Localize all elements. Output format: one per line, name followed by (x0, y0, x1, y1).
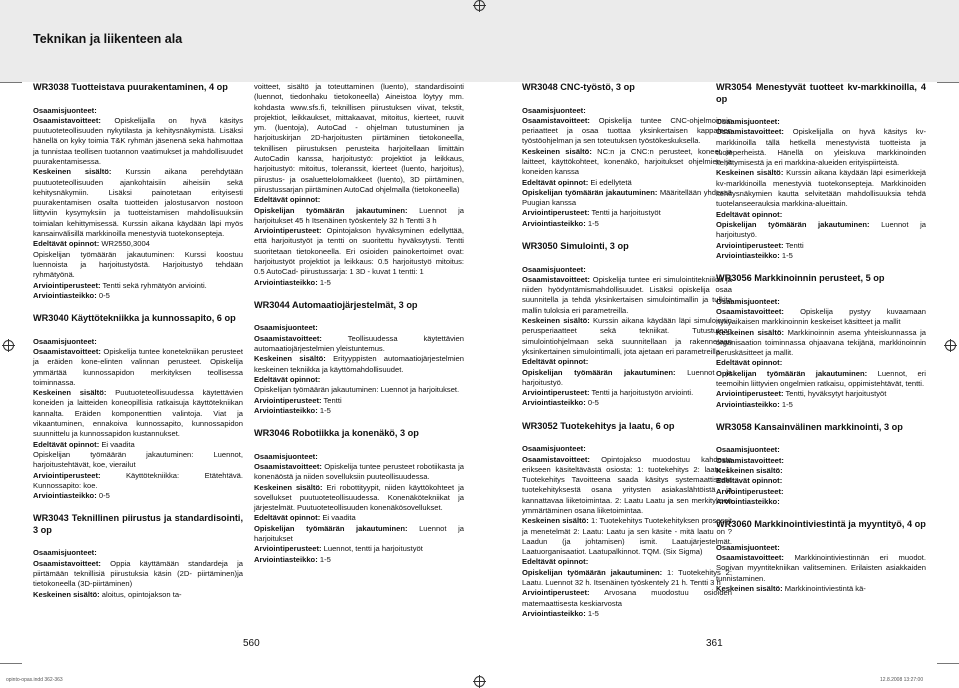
registration-mark-bottom (474, 676, 485, 687)
course-paragraph (33, 388, 243, 439)
course-paragraph (33, 450, 243, 471)
field-label: Osaamisjuonteet: (716, 445, 780, 455)
section-spacer (716, 507, 926, 519)
field-label: Opiskelijan työmäärän jakautuminen: (522, 367, 676, 377)
field-text: Luennot ja harjoitukset (254, 523, 464, 543)
field-text: Ei vaadita (99, 439, 135, 449)
page-number-right: 361 (706, 638, 723, 649)
page-title: Teknikan ja liikenteen ala (33, 32, 183, 46)
field-label: Keskeinen sisältö: (33, 167, 112, 177)
field-text: Tentti, hyväksytyt harjoitustyöt (783, 389, 887, 399)
field-label: Arviointiperusteet: (716, 486, 784, 496)
crop-mark (937, 82, 959, 83)
field-text: aloitus, opintojakson ta- (99, 589, 182, 599)
field-label: Edeltävät opinnot: (254, 195, 321, 205)
course-heading: WR3050 Simulointi, 3 op (522, 241, 629, 252)
course-paragraph (254, 278, 464, 288)
registration-mark-left (3, 340, 14, 351)
course-paragraph (33, 167, 243, 239)
field-label: Osaamistavoitteet: (522, 115, 590, 125)
section-spacer (254, 416, 464, 428)
course-paragraph (522, 106, 732, 116)
field-label: Opiskelijan työmäärän jakautuminen: (522, 567, 663, 577)
field-label: Edeltävät opinnot: (254, 374, 321, 384)
field-text: Opiskelijan työmäärän jakautuminen: Kurssi koostuu luennoista ja harjoitustyöstä. Harjoitustyö tehdään ryhmätyönä. (33, 249, 243, 280)
field-text: Teollisuudessa käytettävien automaatiojärjestelmien yleistuntemus. (254, 333, 464, 354)
field-label: Arviointiasteikko: (716, 496, 780, 506)
course-paragraph (254, 334, 464, 355)
course-paragraph (33, 337, 243, 347)
field-label: Keskeinen sisältö: (716, 168, 784, 178)
field-label: Arviointiperusteet: (716, 389, 784, 399)
field-label: Edeltävät opinnot: (716, 358, 783, 368)
course-paragraph (522, 388, 732, 398)
field-label: Arviointiperusteet: (254, 395, 322, 405)
course-paragraph (522, 609, 732, 619)
field-text: Tentti (321, 395, 342, 405)
field-text: 1-5 (585, 218, 599, 228)
field-text: Kurssin aikana käydään läpi esimerkkejä kv-markkinoilla menestyviä tuotekonsepteja. Markkinoiden kehitysnäkymien kautta selvitetään mahdollisuuksia tehdä tuotelanseerauksia markkina-alueittain. (716, 168, 926, 209)
field-label: Osaamisjuonteet: (33, 336, 97, 346)
field-label: Osaamistavoitteet: (522, 274, 590, 284)
field-text: Erityyppisten automaatiojärjestelmien keskeinen tekniikka ja käyttömahdollisuudet. (254, 354, 464, 374)
course-paragraph (522, 557, 732, 567)
course-paragraph (716, 251, 926, 261)
field-label: Edeltävät opinnot: (33, 439, 100, 449)
course-heading: WR3044 Automaatiojärjestelmät, 3 op (254, 299, 418, 310)
course-paragraph (33, 291, 243, 301)
course-heading: WR3056 Markkinoinnin perusteet, 5 op (716, 273, 885, 284)
course-heading: WR3058 Kansainvälinen markkinointi, 3 op (716, 421, 903, 432)
field-text: Opiskelija tuntee eri simulointitekniikat ja niiden hyödyntämismahdollisuudet. Lisäksi opiskelija osaa suunnitella ja tehdä yksinkertaisen simulointimallin ja tulkita mallin tuloksia eri parametreilla. (522, 274, 732, 315)
field-text: Käyttötekniikka: Etätehtävä. Kunnossapito: koe. (33, 470, 243, 490)
field-text: Luennot ja harjoitustyö. (522, 367, 732, 387)
text-column-4 (716, 82, 926, 594)
field-label: Arviointiperusteet: (716, 240, 784, 250)
course-paragraph (254, 524, 464, 545)
registration-mark-top (474, 0, 485, 11)
course-heading: WR3054 Menestyvät tuotteet kv-markkinoilla, 4 op (716, 82, 926, 104)
course-paragraph (716, 476, 926, 486)
registration-mark-right (945, 340, 956, 351)
course-paragraph (716, 168, 926, 209)
course-paragraph (716, 400, 926, 410)
course-paragraph (33, 116, 243, 167)
crop-mark (0, 82, 22, 83)
course-paragraph (716, 328, 926, 359)
course-paragraph (254, 82, 464, 195)
field-text: NC:n ja CNC:n perusteet, koneet ja laitteet, käyttökohteet, konenäkö, harjoitukset ohjelmien ja koneiden kanssa (522, 146, 733, 177)
course-paragraph (33, 347, 243, 388)
course-paragraph (522, 208, 732, 218)
field-label: Opiskelijan työmäärän jakautuminen: (716, 219, 870, 229)
field-label: Edeltävät opinnot: (254, 513, 321, 523)
field-label: Osaamisjuonteet: (522, 444, 586, 454)
course-paragraph (254, 513, 464, 523)
field-label: Keskeinen sisältö: (254, 354, 326, 364)
course-paragraph (254, 206, 464, 227)
field-text: Markkinoinnin asema yhteiskunnassa ja organisaation toiminnassa ohjaavana tekijänä, markkinoinnin peruskäsitteet ja mallit. (716, 327, 926, 358)
course-paragraph (254, 396, 464, 406)
field-label: Keskeinen sisältö: (522, 316, 590, 326)
field-text: Ei vaadita (320, 513, 356, 523)
section-spacer (33, 301, 243, 313)
field-text: 1: Tuotekehitys Tuotekehityksen prosessit ja menetelmät 2: Laatu: Laatu ja sen käsite - mitä laatu on ? Laadun (ja johtamisen) ismit. Laatujärjestelmät. Laatuorganisaatiot. Laatupalkinnot. TQM. (Six Sigma) (522, 516, 732, 557)
field-label: Opiskelijan työmäärän jakautuminen: (254, 523, 408, 533)
course-paragraph (254, 483, 464, 514)
field-text: 1: Tuotekehitys 2: Laatu. Luennot 32 h. Itsenäinen työskentely 21 h. Tentti 3 h (522, 567, 732, 588)
text-column-1 (33, 82, 243, 600)
course-paragraph (33, 106, 243, 116)
course-paragraph (33, 548, 243, 558)
field-text: 0-5 (585, 398, 599, 408)
course-paragraph (522, 398, 732, 408)
course-paragraph (522, 568, 732, 589)
field-text: Markkinointiviestintä kä- (782, 583, 866, 593)
field-text: Opiskelijalla on hyvä käsitys kv-markkinoilla tällä hetkellä menestyvistä tuotteista ja tuoteperheistä. Hänellä on yleiskuva markkinoinden kehittymisestä ja eri markkina-alueiden erityispiirteistä. (716, 127, 926, 168)
field-text: Määritellään yhdessä Puugian kanssa (522, 187, 732, 208)
field-label: Osaamistavoitteet: (33, 558, 101, 568)
field-label: Arviointiasteikko: (33, 491, 97, 501)
course-paragraph (522, 455, 732, 517)
field-text: Kurssin aikana käydään läpi simuloinnin perusperiaatteet sekä tekniikat. Tutustutaan simulointiohjelmaan sekä suunnitellaan ja rakennetaan yksinkertainen simulointimalli, jota ajetaan eri parametreilla. (522, 316, 733, 356)
field-text: Opiskelija tuntee perusteet robotiikasta ja konenäöstä ja niiden sovelluksiin puuteollisuudessa. (254, 461, 464, 482)
course-paragraph (33, 440, 243, 450)
field-label: Osaamistavoitteet: (33, 115, 101, 125)
course-paragraph (716, 369, 926, 390)
course-paragraph (522, 275, 732, 316)
course-paragraph (522, 516, 732, 557)
field-label: Osaamistavoitteet: (254, 461, 322, 471)
field-label: Opiskelijan työmäärän jakautuminen: (254, 205, 408, 215)
course-paragraph (716, 543, 926, 553)
field-label: Edeltävät opinnot: (716, 476, 783, 486)
field-text: 1-5 (317, 277, 331, 287)
course-paragraph (716, 445, 926, 455)
section-spacer (254, 288, 464, 300)
page-number-left: 560 (243, 638, 260, 649)
course-paragraph (716, 117, 926, 127)
field-label: Keskeinen sisältö: (522, 146, 592, 156)
course-paragraph (254, 452, 464, 462)
field-label: Osaamistavoitteet: (716, 306, 784, 316)
field-label: Arviointiperusteet: (522, 588, 590, 598)
course-heading: WR3040 Käyttötekniikka ja kunnossapito, 6 op (33, 313, 236, 324)
section-spacer (716, 261, 926, 273)
course-paragraph (254, 375, 464, 385)
section-spacer (522, 409, 732, 421)
field-text: Opiskelija tuntee konetekniikan perusteet ja eräiden kone-elinten valinnan perusteet. Opiskelija ymmärtää kunnossapidon merkityksen teollisessa toiminnassa. (33, 346, 243, 387)
course-paragraph (716, 497, 926, 507)
field-text: Puutuoteteollisuudessa käytettävien koneiden ja laitteiden koneopillisia ratkaisuja käyttötekniikan kannalta. Eräiden komponenttien valintoja. Viat ja vikaantuminen, ennakoiva kunnossapito, kunnossapidon suunnittelu ja kunnossapidon kustannukset. (33, 388, 243, 439)
course-heading: WR3038 Tuotteistava puurakentaminen, 4 op (33, 82, 228, 92)
course-paragraph (254, 406, 464, 416)
course-paragraph (522, 316, 732, 357)
field-label: Edeltävät opinnot: (522, 177, 589, 187)
field-label: Opiskelijan työmäärän jakautuminen: (522, 187, 658, 197)
field-label: Edeltävät opinnot: (33, 239, 100, 249)
course-paragraph (716, 487, 926, 497)
field-text: Kurssin aikana perehdytään puutuoteteollisuuden ajankohtaisiin aiheisiin sekä kehitysnäkymiin. Lisäksi painotetaan erityisesti puurakentamisen osalta tuotteiden jalostusarvon nostoon liittyviin kysymyksiin ja tuotteistamisen mahdollisuuksiin toimialan kehittymisessä. Kurssin aikana käydään läpi myös kansainvälisillä markkinoilla menestyviä tuotekonsepteja. (33, 167, 243, 239)
course-paragraph (716, 307, 926, 328)
field-text: Opiskelija pystyy kuvaamaan nykyaikaisen markkinoinnin keskeiset käsitteet ja mallit (716, 306, 926, 327)
field-label: Osaamistavoitteet: (522, 454, 590, 464)
field-label: Arviointiperusteet: (33, 470, 101, 480)
field-text: voitteet, sisältö ja toteuttaminen (luento), standardisointi (luennot, tiedonhaku tietokoneella) Aineistoa löytyy mm. kohdasta www.sfs.fi, teknillisen piirustuksen viivat, tekstit, projektiot, leikkaukset, mittakaavat, mitoitus, kierteet, ruuvit ym. (luentoja), AutoCad - ohjelman tutustuminen ja harjoituskirjan 2D-harjoitusten piirtäminen tietokoneella, teknillisen piirustuksen perusteita harjoitellaan limittäin AutoCadin kanssa, harjoitustyö: projektiot ja leikkaus, harjoitustyö: mitoitus, toleranssit, kierteet (luento, harjoitus), piirustus- ja osaluettelolomakkeet (luento), 3D piirtäminen, piirustussarjan piirtäminen AutoCad ohjelmalla (tietokoneella) (254, 82, 464, 194)
course-paragraph (716, 466, 926, 476)
section-spacer (522, 229, 732, 241)
crop-mark (937, 663, 959, 664)
field-text: 1-5 (317, 554, 331, 564)
field-label: Keskeinen sisältö: (716, 327, 785, 337)
course-paragraph (254, 544, 464, 554)
field-text: 0-5 (96, 491, 110, 501)
field-text: Eri robottityypit, niiden käyttökohteet ja sovellukset puutuoteteollisuudessa. Konenäkötekniikat ja järjestelmät. Puutuoteteollisuuden konenäkösovellukset. (254, 482, 465, 513)
course-paragraph (33, 491, 243, 501)
course-paragraph (522, 188, 732, 209)
field-label: Osaamisjuonteet: (716, 296, 780, 306)
course-heading: WR3052 Tuotekehitys ja laatu, 6 op (522, 420, 675, 431)
field-label: Osaamistavoitteet: (716, 455, 784, 465)
course-paragraph (254, 462, 464, 483)
field-label: Osaamistavoitteet: (254, 333, 322, 343)
field-text: Luennot ja harjoitustyö. (716, 219, 926, 240)
course-heading: WR3043 Teknillinen piirustus ja standardisointi, 3 op (33, 513, 243, 535)
course-paragraph (522, 116, 732, 147)
field-text: Opintojakso muodostuu kahdesta erikseen käsiteltävästä osiosta: 1: tuotekehitys 2: laatu 1: Tuotekehitys Tavoitteena saada käsitys systemaattisesta tuotekehityksestä osana yritysten asiakaslähtöistä ja kannattavaa liiketoimintaa. 2: Laatu Laatu ja sen merkityksen ymmärtäminen osana liiketoimintaa. (522, 454, 732, 515)
field-label: Keskeinen sisältö: (522, 516, 589, 526)
field-text: Arvosana muodostuu osioiden matemaattisesta keskiarvosta (522, 588, 732, 608)
field-label: Arviointiperusteet: (522, 208, 590, 218)
field-text: Markkinointiviestinnän eri muodot. Sopivan myyntitekniikan valitseminen. Erilaisten asiakkaiden tunnistaminen. (716, 553, 926, 583)
field-label: Arviointiasteikko: (716, 250, 780, 260)
field-label: Keskeinen sisältö: (33, 388, 107, 398)
field-label: Arviointiperusteet: (33, 280, 101, 290)
course-paragraph (522, 219, 732, 229)
field-label: Osaamisjuonteet: (254, 323, 318, 333)
course-paragraph (33, 281, 243, 291)
field-text: Tentti (783, 240, 804, 250)
course-paragraph (33, 250, 243, 281)
course-paragraph (716, 553, 926, 584)
field-text: 1-5 (317, 405, 331, 415)
course-paragraph (254, 354, 464, 375)
course-paragraph (716, 358, 926, 368)
course-paragraph (522, 588, 732, 609)
field-label: Osaamisjuonteet: (522, 105, 586, 115)
section-spacer (716, 410, 926, 422)
course-paragraph (33, 559, 243, 590)
field-text: 0-5 (96, 290, 110, 300)
field-label: Osaamisjuonteet: (522, 264, 586, 274)
field-label: Osaamisjuonteet: (716, 542, 780, 552)
field-label: Osaamisjuonteet: (716, 117, 780, 126)
field-text: Tentti sekä ryhmätyön arviointi. (100, 280, 207, 290)
page-header-band (0, 0, 959, 82)
field-label: Edeltävät opinnot: (716, 209, 783, 219)
course-paragraph (33, 590, 243, 600)
field-text: Opiskelijan työmäärän jakautuminen: Luennot, harjoitustehtävät, koe, vierailut (33, 449, 243, 470)
field-label: Osaamistavoitteet: (33, 346, 101, 356)
course-paragraph (254, 195, 464, 205)
course-heading: WR3060 Markkinointiviestintä ja myyntityö, 4 op (716, 519, 926, 530)
field-label: Arviointiasteikko: (254, 554, 318, 564)
course-paragraph (522, 368, 732, 389)
course-paragraph (33, 239, 243, 249)
file-info: opinto-opas.indd 362-363 (6, 677, 63, 683)
field-label: Arviointiasteikko: (254, 277, 318, 287)
field-label: Arviointiperusteet: (522, 388, 590, 398)
course-paragraph (522, 265, 732, 275)
field-text: Opintojakson hyväksyminen edellyttää, että harjoitustyöt ja tentti on suoritettu hyväksytysti. Tentti suoritetaan tietokoneella. Eri osioiden painokertoimet ovat: harjoitustyöt projektiot ja leikkaus: 0.5 harjoitustyö mitoitus: 0.5 AutoCad- piirustussarja: 1 3D - kuvat 1 tentti: 1 (254, 226, 464, 277)
field-text: Tentti ja harjoitustyöt (589, 208, 661, 218)
field-label: Osaamistavoitteet: (716, 127, 784, 137)
course-paragraph (254, 323, 464, 333)
field-label: Keskeinen sisältö: (716, 466, 783, 476)
course-paragraph (716, 220, 926, 241)
field-text: 1-5 (585, 608, 599, 618)
field-label: Keskeinen sisältö: (33, 589, 100, 599)
field-label: Edeltävät opinnot: (522, 557, 589, 567)
course-paragraph (716, 241, 926, 251)
print-info: 12.8.2008 13:27:00 (880, 677, 924, 683)
field-text: 1-5 (779, 250, 793, 260)
course-paragraph (716, 456, 926, 466)
course-paragraph (522, 357, 732, 367)
field-label: Arviointiasteikko: (522, 608, 586, 618)
course-heading: WR3048 CNC-työstö, 3 op (522, 82, 635, 92)
course-paragraph (522, 444, 732, 454)
course-paragraph (254, 226, 464, 277)
field-label: Opiskelijan työmäärän jakautuminen: (716, 368, 868, 378)
field-label: Arviointiasteikko: (33, 290, 97, 300)
field-text: Opiskelijan työmäärän jakautuminen: Luennot ja harjoitukset. (254, 385, 460, 395)
field-label: Arviointiasteikko: (522, 218, 586, 228)
course-paragraph (33, 471, 243, 492)
field-text: WR2550,3004 (99, 239, 150, 249)
course-paragraph (522, 178, 732, 188)
field-label: Arviointiasteikko: (522, 398, 586, 408)
field-text: Tentti ja harjoitustyön arviointi. (589, 388, 694, 398)
course-paragraph (716, 584, 926, 594)
course-paragraph (716, 127, 926, 168)
course-heading: WR3046 Robotiikka ja konenäkö, 3 op (254, 428, 419, 439)
field-text: Opiskelijalla on hyvä käsitys puutuoteteollisuuden nykytilasta ja kehitysnäkymistä. Lisäksi hänellä on kyky toimia T&K ryhmän jäsenenä sekä hahmottaa ja tunnistaa teollisen tuotannon vaatimukset ja mahdollisuudet puurakentamisessa. (33, 115, 243, 166)
field-label: Arviointiperusteet: (254, 226, 322, 236)
field-text: Oppia käyttämään standardeja ja piirtämään teknillisiä piirustuksia käsin (2D- piirtäminen)ja tietokoneella (3D-piirtäminen) (33, 558, 243, 589)
field-label: Arviointiasteikko: (254, 405, 318, 415)
field-label: Edeltävät opinnot: (522, 357, 589, 367)
field-label: Osaamisjuonteet: (33, 548, 97, 558)
course-paragraph (522, 147, 732, 178)
field-text: Luennot, tentti ja harjoitustyöt (321, 544, 423, 554)
field-label: Osaamistavoitteet: (716, 553, 784, 562)
text-column-2 (254, 82, 464, 565)
course-paragraph (716, 297, 926, 307)
field-label: Arviointiasteikko: (716, 399, 780, 409)
course-paragraph (254, 385, 464, 395)
field-text: Ei edellytetä (588, 177, 632, 187)
field-text: Luennot, eri teemoihin liittyvien ongelmien ratkaisu, oppimistehtävät, tentti. (716, 368, 926, 389)
field-text: Opiskelija tuntee CNC-ohjelmoinnin periaatteet ja osaa tuottaa yksinkertaisen kappaleen työstöohjelman ja sen toteutuksen työstökeskuksella. (522, 115, 732, 146)
field-label: Osaamisjuonteet: (254, 451, 318, 461)
course-paragraph (716, 389, 926, 399)
course-paragraph (254, 555, 464, 565)
field-text: 1-5 (779, 399, 793, 409)
field-text: Luennot ja harjoitukset 45 h Itsenäinen työskentely 32 h Tentti 3 h (254, 205, 464, 225)
crop-mark (0, 663, 22, 664)
section-spacer (33, 501, 243, 513)
field-label: Osaamisjuonteet: (33, 105, 97, 115)
field-label: Keskeinen sisältö: (716, 583, 783, 593)
field-label: Keskeinen sisältö: (254, 482, 323, 492)
course-paragraph (716, 210, 926, 220)
text-column-3 (522, 82, 732, 619)
field-label: Arviointiperusteet: (254, 544, 322, 554)
